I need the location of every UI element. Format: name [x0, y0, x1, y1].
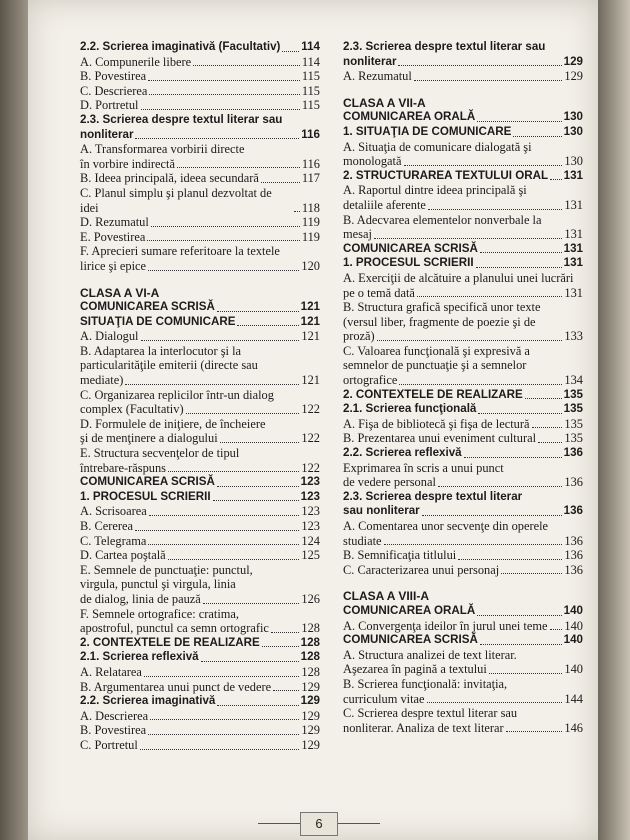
toc-entry-title: D. Rezumatul [80, 215, 149, 230]
toc-entry-page: 135 [564, 416, 583, 431]
toc-entry-title: pe o temă dată [343, 285, 415, 300]
toc-entry-page: 118 [301, 200, 320, 215]
toc-entry-text-line: particularităţile emiterii (directe sau [80, 358, 258, 373]
toc-entry [80, 607, 320, 636]
class-heading: CLASA A VIII-A [343, 589, 429, 604]
toc-entry [80, 98, 320, 113]
toc-entry-title: detaliile aferente [343, 197, 426, 212]
toc-entry [343, 213, 583, 242]
dot-leader [151, 226, 300, 227]
toc-entry [80, 709, 320, 724]
toc-entry-page: 130 [564, 154, 583, 169]
toc-entry-title: B. Prezentarea unui eveniment cultural [343, 431, 537, 446]
toc-entry-page: 136 [564, 562, 583, 577]
toc-entry-text-line: (versul liber, fragmente de poezie şi de [343, 314, 536, 329]
toc-entry [343, 110, 583, 125]
toc-entry [343, 648, 583, 677]
toc-column-right [343, 40, 583, 735]
dot-leader [273, 690, 299, 691]
toc-entry-title: COMUNICAREA SCRISĂ [80, 475, 215, 489]
toc-entry [80, 475, 320, 490]
toc-entry [80, 665, 320, 680]
dot-leader [550, 629, 563, 630]
dot-leader [532, 427, 563, 428]
toc-entry [80, 534, 320, 549]
dot-leader [478, 413, 561, 414]
dot-leader [149, 515, 300, 516]
dot-leader [203, 603, 300, 604]
toc-entry [80, 490, 320, 505]
toc-entry-title: D. Cartea poştală [80, 548, 166, 563]
dot-leader [135, 530, 299, 531]
toc-entry [80, 113, 320, 142]
dot-leader [422, 515, 562, 516]
dot-leader [217, 486, 299, 487]
toc-entry-title: C. Planul simplu şi planul dezvoltat de idei [80, 185, 272, 215]
toc-entry-title: de dialog, linia de pauză [80, 591, 201, 606]
toc-entry [343, 344, 583, 388]
toc-entry [80, 329, 320, 344]
toc-entry-text-line: Exprimarea în scris a unui punct [343, 460, 504, 475]
toc-entry-title: A. Relatarea [80, 664, 142, 679]
toc-entry-text-line: virgula, punctul şi virgula, linia [80, 577, 236, 592]
toc-entry [80, 315, 320, 330]
toc-entry-title: C. Descrierea [80, 83, 148, 98]
dot-leader [374, 238, 563, 239]
dot-leader [438, 486, 563, 487]
dot-leader [427, 702, 563, 703]
toc-entry-page: 122 [301, 431, 320, 446]
toc-entry-title: COMUNICAREA ORALĂ [343, 110, 476, 124]
toc-entry-page: 134 [564, 373, 583, 388]
toc-entry [343, 69, 583, 84]
toc-entry-title: E. Povestirea [80, 229, 146, 244]
toc-entry-page: 136 [564, 475, 583, 490]
toc-entry [343, 140, 583, 169]
toc-entry-title: COMUNICAREA ORALĂ [343, 603, 476, 617]
toc-entry-title: SITUAŢIA DE COMUNICARE [80, 314, 236, 328]
dot-leader [220, 442, 300, 443]
toc-entry-title: nonliterar [343, 54, 397, 68]
toc-entry [80, 344, 320, 388]
toc-entry-title: mediate) [80, 373, 124, 388]
dot-leader [135, 138, 299, 139]
toc-entry-page: 115 [301, 98, 320, 113]
toc-entry-title: 2.2. Scrierea reflexivă [343, 446, 462, 460]
toc-entry-title: COMUNICAREA SCRISĂ [343, 633, 478, 647]
toc-entry-page: 146 [564, 720, 583, 735]
toc-entry-page: 130 [563, 124, 583, 138]
dot-leader [384, 544, 563, 545]
dot-leader [144, 676, 299, 677]
toc-entry-title: studiate [343, 533, 382, 548]
dot-leader [399, 384, 562, 385]
dot-leader [213, 500, 299, 501]
toc-entry-title: sau nonliterar [343, 504, 420, 518]
toc-entry [80, 388, 320, 417]
toc-entry [343, 271, 583, 300]
toc-entry-page: 136 [564, 548, 583, 563]
toc-entry-page: 128 [300, 635, 320, 649]
toc-entry-title: B. Povestirea [80, 723, 147, 738]
dot-leader [458, 559, 562, 560]
toc-entry-title: B. Ideea principală, ideea secundară [80, 171, 259, 186]
toc-entry-page: 121 [300, 314, 320, 328]
toc-entry [343, 402, 583, 417]
dot-leader [271, 632, 300, 633]
dot-leader [501, 573, 562, 574]
toc-entry-text-line: A. Raportul dintre ideea principală şi [343, 183, 527, 198]
toc-entry-page: 129 [564, 69, 583, 84]
toc-entry-title: întrebare-răspuns [80, 460, 167, 475]
dot-leader [294, 211, 300, 212]
toc-entry-text-line: D. Formulele de iniţiere, de încheiere [80, 416, 266, 431]
toc-column-left [80, 40, 320, 753]
toc-entry-text-line: F. Aprecieri sumare referitoare la textele [80, 244, 280, 259]
toc-entry [80, 680, 320, 695]
toc-entry-text-line: A. Transformarea vorbirii directe [80, 142, 245, 157]
toc-entry [80, 650, 320, 665]
toc-entry [80, 55, 320, 70]
book-gutter-shadow [0, 0, 28, 840]
toc-entry-title: A. Compunerile libere [80, 54, 192, 69]
toc-entry [343, 125, 583, 140]
toc-entry-title: A. Descrierea [80, 708, 149, 723]
toc-entry-text-line: C. Valoarea funcţională şi expresivă a [343, 343, 530, 358]
toc-entry [80, 230, 320, 245]
dot-leader [477, 615, 561, 616]
toc-entry-page: 128 [300, 650, 320, 664]
toc-entry-page: 115 [301, 69, 320, 84]
dot-leader [489, 673, 563, 674]
dot-leader [550, 179, 562, 180]
toc-entry-page: 133 [564, 329, 583, 344]
dot-leader [148, 270, 299, 271]
toc-entry-page: 120 [301, 258, 320, 273]
toc-entry-page: 144 [564, 691, 583, 706]
toc-entry-text-line: A. Structura analizei de text literar. [343, 647, 517, 662]
toc-entry-text-line: 2.3. Scrierea despre textul literar [343, 489, 523, 503]
toc-entry-title: complex (Facultativ) [80, 402, 184, 417]
toc-entry-text-line: 2.3. Scrierea despre textul literar sau [80, 112, 283, 126]
toc-entry-title: B. Argumentarea unui punct de vedere [80, 679, 272, 694]
toc-entry [343, 388, 583, 403]
toc-entry-title: de vedere personal [343, 475, 436, 490]
toc-entry [80, 417, 320, 446]
dot-leader [140, 749, 300, 750]
toc-entry-title: lirice şi epice [80, 258, 147, 273]
dot-leader [148, 544, 299, 545]
toc-entry-page: 135 [564, 431, 583, 446]
footer-rule-right [338, 823, 380, 824]
toc-entry-text-line: E. Structura secvenţelor de tipul [80, 446, 240, 461]
toc-entry-title: 2.2. Scrierea imaginativă (Facultativ) [80, 40, 281, 53]
toc-entry-page: 116 [301, 156, 320, 171]
toc-entry-text-line: B. Structura grafică specifică unor texte [343, 300, 541, 315]
toc-entry-text-line: 2.3. Scrierea despre textul literar sau [343, 40, 546, 53]
footer-rule-left [258, 823, 300, 824]
dot-leader [186, 413, 300, 414]
toc-entry-page: 135 [563, 402, 583, 416]
toc-entry-text-line: semnelor de punctuaţie şi a semnelor [343, 358, 527, 373]
toc-entry-text-line: A. Exerciţii de alcătuire a planului unei lucrări [343, 270, 574, 285]
dot-leader [237, 325, 298, 326]
dot-leader [141, 109, 300, 110]
toc-entry-text-line: E. Semnele de punctuaţie: punctul, [80, 562, 253, 577]
toc-entry-page: 129 [301, 723, 320, 738]
toc-entry [80, 40, 320, 55]
toc-entry [80, 519, 320, 534]
toc-entry [343, 461, 583, 490]
toc-entry-page: 140 [563, 603, 583, 617]
toc-entry-title: COMUNICAREA SCRISĂ [80, 300, 215, 314]
dot-leader [217, 705, 298, 706]
dot-leader [150, 719, 299, 720]
dot-leader [476, 267, 562, 268]
toc-entry [343, 563, 583, 578]
toc-entry-page: 123 [301, 519, 320, 533]
toc-entry [343, 40, 583, 69]
dot-leader [262, 646, 299, 647]
dot-leader [177, 167, 300, 168]
dot-leader [125, 384, 299, 385]
toc-entry-page: 129 [301, 737, 320, 752]
page-number: 6 [300, 812, 338, 836]
toc-entry-title: A. Scrisoarea [80, 504, 147, 519]
toc-entry [343, 633, 583, 648]
toc-entry-title: C. Caracterizarea unui personaj [343, 562, 500, 577]
toc-entry-text-line: B. Adecvarea elementelor nonverbale la [343, 212, 542, 227]
toc-entry-title: 2.1. Scrierea funcţională [343, 402, 477, 416]
toc-entry [343, 300, 583, 344]
dot-leader [149, 94, 299, 95]
toc-entry-page: 129 [300, 694, 320, 708]
toc-entry-page: 131 [564, 197, 583, 212]
toc-entry-page: 140 [563, 633, 583, 647]
toc-entry-page: 131 [564, 227, 583, 242]
toc-entry-title: 1. PROCESUL SCRIERII [343, 256, 474, 270]
toc-entry-title: Aşezarea în pagină a textului [343, 662, 487, 677]
toc-entry-page: 135 [563, 387, 583, 401]
dot-leader [525, 398, 562, 399]
toc-entry-page: 123 [300, 489, 320, 503]
class-heading: CLASA A VI-A [80, 285, 160, 300]
toc-entry-title: nonliterar [80, 127, 134, 141]
toc-entry-page: 123 [300, 475, 320, 489]
toc-entry-page: 122 [301, 402, 320, 417]
dot-leader [538, 442, 562, 443]
toc-entry-page: 129 [301, 708, 320, 723]
dot-leader [377, 340, 563, 341]
toc-entry-title: în vorbire indirectă [80, 156, 175, 171]
toc-entry [343, 183, 583, 212]
toc-entry-page: 131 [564, 285, 583, 300]
toc-entry-title: B. Cererea [80, 519, 133, 533]
toc-entry-page: 117 [301, 171, 320, 186]
toc-entry [80, 171, 320, 186]
toc-entry-title: 2.1. Scrierea reflexivă [80, 650, 199, 664]
toc-entry-text-line: C. Organizarea replicilor într-un dialog [80, 387, 274, 402]
toc-entry-title: apostroful, punctul ca semn ortografic [80, 621, 269, 636]
toc-entry [80, 738, 320, 753]
toc-entry-page: 128 [301, 621, 320, 636]
toc-entry [80, 300, 320, 315]
toc-entry-title: curriculum vitae [343, 691, 425, 706]
toc-entry-title: B. Semnificaţia titlului [343, 548, 457, 563]
toc-entry [80, 84, 320, 99]
toc-entry [343, 706, 583, 735]
dot-leader [193, 65, 300, 66]
toc-entry [80, 244, 320, 273]
toc-entry [343, 490, 583, 519]
toc-entry [343, 619, 583, 634]
toc-entry-text-line: F. Semnele ortografice: cratima, [80, 606, 239, 621]
toc-entry [343, 417, 583, 432]
toc-entry [343, 431, 583, 446]
toc-entry-title: D. Portretul [80, 98, 139, 113]
toc-entry [343, 604, 583, 619]
toc-entry [343, 169, 583, 184]
toc-entry-title: A. Convergenţa ideilor în jurul unei teme [343, 618, 548, 633]
dot-leader [404, 165, 563, 166]
dot-leader [477, 121, 561, 122]
dot-leader [398, 65, 561, 66]
toc-entry [343, 519, 583, 548]
toc-entry-title: 2.2. Scrierea imaginativă [80, 694, 216, 708]
toc-entry-page: 119 [301, 229, 320, 244]
toc-entry-page: 123 [301, 504, 320, 519]
toc-entry-title: A. Fişa de bibliotecă şi fişa de lectură [343, 416, 530, 431]
toc-entry [343, 256, 583, 271]
toc-entry-page: 121 [301, 373, 320, 388]
toc-entry-page: 131 [563, 256, 583, 270]
toc-entry-page: 129 [301, 679, 320, 694]
toc-entry-title: monologată [343, 154, 402, 169]
toc-entry [343, 242, 583, 257]
toc-entry-title: 2. STRUCTURAREA TEXTULUI ORAL [343, 168, 549, 182]
toc-entry [80, 504, 320, 519]
toc-entry-page: 114 [301, 40, 320, 53]
toc-entry-page: 131 [563, 241, 583, 255]
dot-leader [201, 661, 299, 662]
toc-entry-title: 2. CONTEXTELE DE REALIZARE [80, 635, 260, 649]
toc-entry-text-line: A. Situaţia de comunicare dialogată şi [343, 139, 532, 154]
toc-entry-page: 140 [564, 662, 583, 677]
toc-entry [343, 446, 583, 461]
toc-entry-page: 136 [564, 533, 583, 548]
toc-entry-page: 128 [301, 664, 320, 679]
toc-entry-page: 140 [564, 618, 583, 633]
toc-entry-title: 2. CONTEXTELE DE REALIZARE [343, 387, 523, 401]
toc-entry-page: 121 [300, 300, 320, 314]
toc-entry-title: COMUNICAREA SCRISĂ [343, 241, 478, 255]
dot-leader [480, 644, 562, 645]
toc-entry-page: 119 [301, 215, 320, 230]
toc-entry-page: 130 [563, 110, 583, 124]
dot-leader [141, 340, 300, 341]
dot-leader [282, 51, 299, 52]
dot-leader [147, 240, 299, 241]
dot-leader [464, 457, 562, 458]
toc-entry [80, 563, 320, 607]
toc-entry [80, 69, 320, 84]
dot-leader [148, 80, 300, 81]
dot-leader [168, 471, 299, 472]
toc-entry-title: A. Dialogul [80, 329, 139, 344]
toc-entry-title: C. Telegrama [80, 533, 147, 548]
class-heading: CLASA A VII-A [343, 95, 426, 110]
toc-entry-title: şi de menţinere a dialogului [80, 431, 218, 446]
toc-entry [343, 677, 583, 706]
toc-entry-page: 129 [563, 54, 583, 68]
dot-leader [414, 80, 563, 81]
toc-entry-page: 116 [301, 127, 320, 141]
toc-entry-title: C. Portretul [80, 737, 138, 752]
toc-entry [80, 636, 320, 651]
dot-leader [217, 311, 299, 312]
book-edge-shadow [598, 0, 630, 840]
toc-entry-title: nonliterar. Analiza de text literar [343, 720, 504, 735]
toc-entry [343, 548, 583, 563]
toc-entry-title: A. Rezumatul [343, 69, 412, 84]
toc-entry [80, 215, 320, 230]
toc-entry [80, 186, 320, 215]
dot-leader [261, 182, 300, 183]
toc-entry-text-line: C. Scrierea despre textul literar sau [343, 706, 518, 721]
toc-entry [80, 446, 320, 475]
toc-entry-page: 121 [301, 329, 320, 344]
toc-entry-page: 124 [301, 533, 320, 548]
toc-entry [80, 142, 320, 171]
toc-entry-page: 115 [301, 83, 320, 98]
toc-entry-title: 1. PROCESUL SCRIERII [80, 489, 211, 503]
toc-entry-title: 1. SITUAŢIA DE COMUNICARE [343, 124, 512, 138]
dot-leader [513, 136, 561, 137]
toc-entry-text-line: B. Adaptarea la interlocutor şi la [80, 343, 242, 358]
dot-leader [417, 296, 563, 297]
toc-entry-page: 126 [301, 591, 320, 606]
toc-entry-page: 122 [301, 460, 320, 475]
toc-entry [80, 548, 320, 563]
toc-entry-title: ortografice [343, 373, 398, 388]
toc-entry-page: 136 [563, 446, 583, 460]
dot-leader [506, 731, 563, 732]
toc-entry [80, 694, 320, 709]
dot-leader [480, 252, 562, 253]
dot-leader [168, 559, 300, 560]
dot-leader [428, 209, 563, 210]
toc-entry-title: mesaj [343, 227, 372, 242]
toc-entry-page: 125 [301, 548, 320, 563]
toc-entry-text-line: B. Scrierea funcţională: invitaţia, [343, 676, 508, 691]
toc-entry-page: 136 [563, 504, 583, 518]
toc-entry [80, 723, 320, 738]
dot-leader [148, 734, 299, 735]
toc-entry-title: B. Povestirea [80, 69, 147, 84]
toc-entry-page: 131 [563, 168, 583, 182]
toc-entry-text-line: A. Comentarea unor secvenţe din operele [343, 519, 549, 533]
toc-entry-page: 114 [301, 54, 320, 69]
toc-entry-title: proză) [343, 329, 375, 344]
